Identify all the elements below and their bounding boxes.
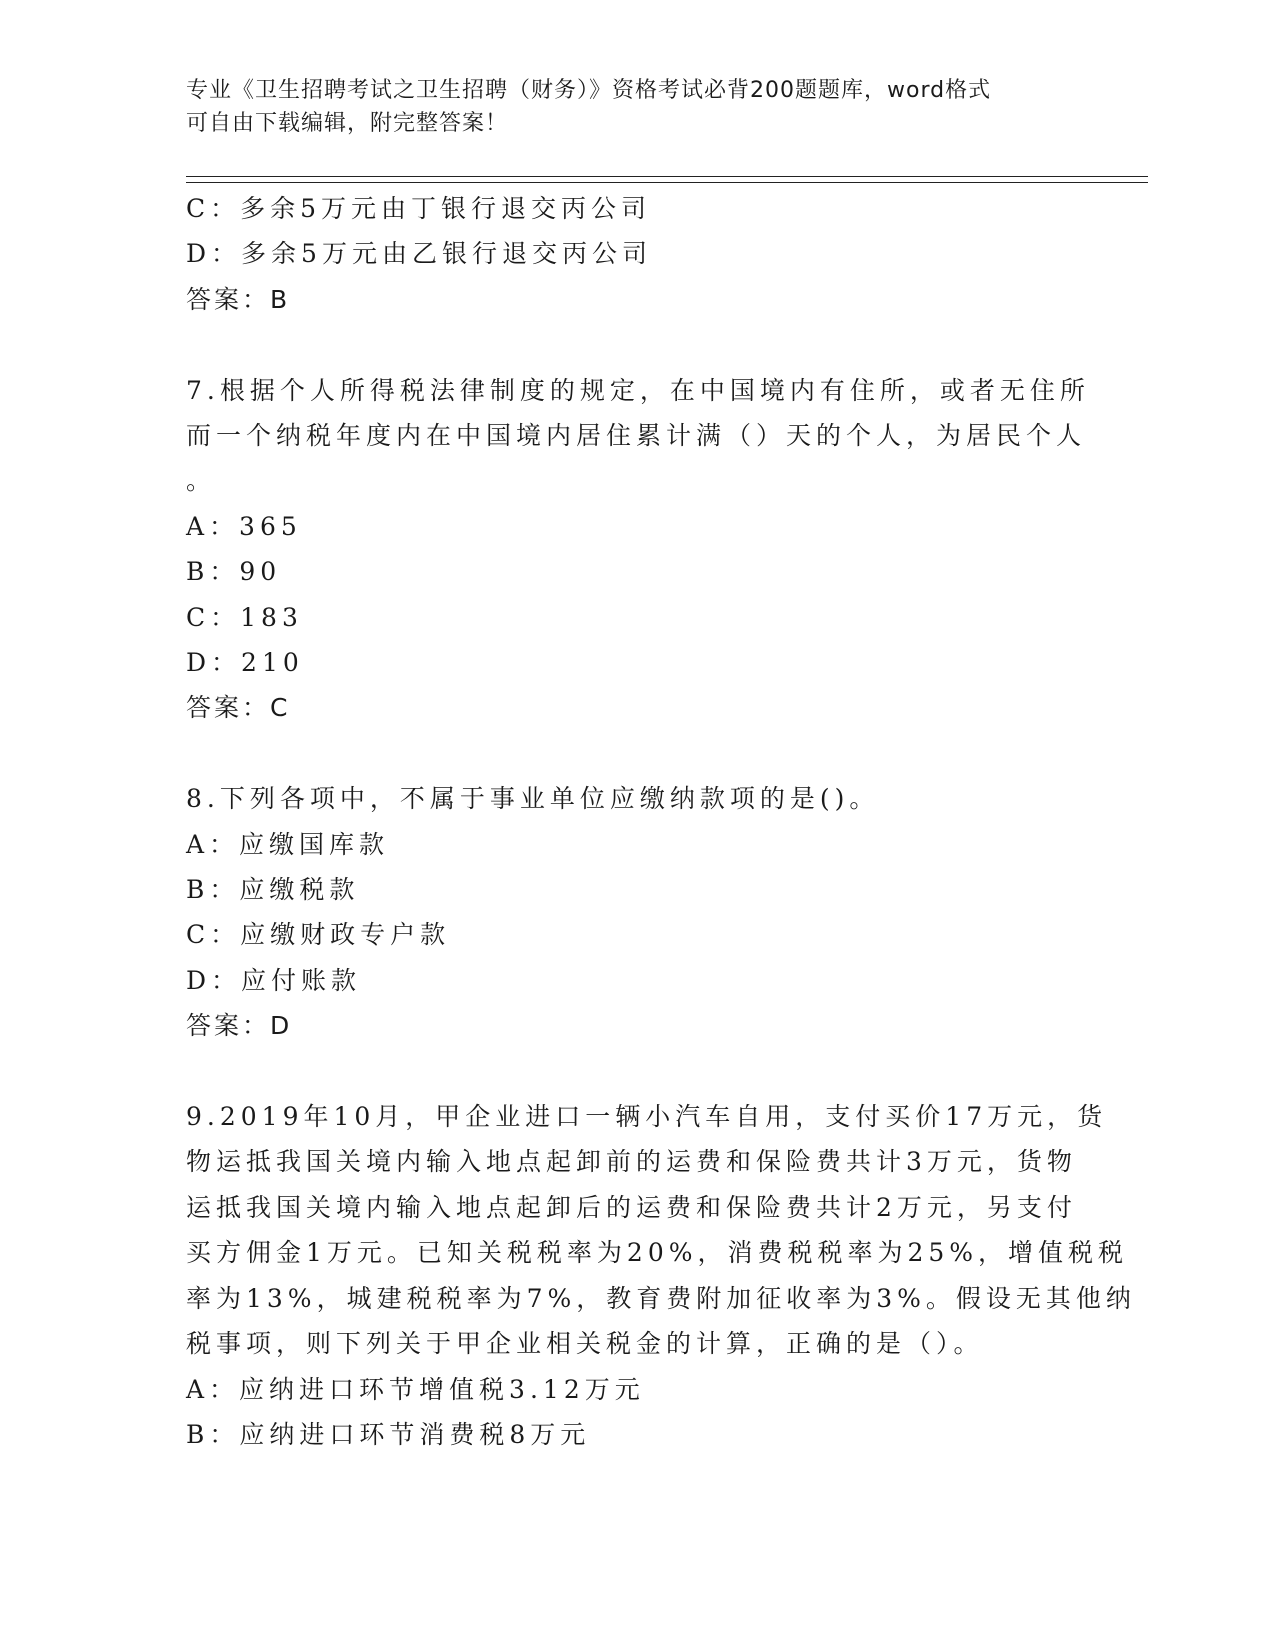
question-stem-line: 买方佣金1万元。已知关税税率为20%，消费税税率为25%，增值税税 bbox=[186, 1238, 1129, 1268]
option-b: B：应缴税款 bbox=[186, 875, 360, 905]
option-a: A：365 bbox=[186, 511, 302, 541]
question-stem-line: 物运抵我国关境内输入地点起卸前的运费和保险费共计3万元，货物 bbox=[186, 1147, 1077, 1177]
spacer bbox=[186, 322, 1076, 367]
option-c: C：多余5万元由丁银行退交丙公司 bbox=[186, 194, 652, 223]
question-stem-line: 8.下列各项中，不属于事业单位应缴纳款项的是()。 bbox=[186, 784, 880, 814]
option-d: D：应付账款 bbox=[186, 965, 362, 995]
option-c: C：183 bbox=[186, 602, 303, 632]
header-divider-bottom bbox=[186, 182, 1148, 183]
question-8 bbox=[186, 776, 1076, 1048]
header-title-line-1: 专业《卫生招聘考试之卫生招聘（财务）》资格考试必背200题题库，word格式 bbox=[186, 78, 992, 103]
question-7 bbox=[186, 368, 1090, 731]
question-6-tail bbox=[186, 186, 1076, 322]
option-a: A：应缴国库款 bbox=[186, 829, 390, 859]
spacer bbox=[186, 731, 1076, 776]
question-stem-line: 。 bbox=[186, 466, 217, 496]
question-stem-line: 运抵我国关境内输入地点起卸后的运费和保险费共计2万元，另支付 bbox=[186, 1192, 1077, 1222]
option-b: B：应纳进口环节消费税8万元 bbox=[186, 1419, 591, 1449]
option-a: A：应纳进口环节增值税3.12万元 bbox=[186, 1374, 645, 1404]
header-divider-top bbox=[186, 176, 1148, 177]
question-stem-line: 税事项，则下列关于甲企业相关税金的计算，正确的是（）。 bbox=[186, 1329, 984, 1359]
question-9 bbox=[186, 1094, 1136, 1457]
option-c: C：应缴财政专户款 bbox=[186, 920, 451, 950]
question-stem-line: 7.根据个人所得税法律制度的规定，在中国境内有住所，或者无住所 bbox=[186, 375, 1090, 405]
question-content bbox=[186, 186, 1136, 1457]
page-header bbox=[186, 74, 1066, 140]
question-stem-line: 9.2019年10月，甲企业进口一辆小汽车自用，支付买价17万元，货 bbox=[186, 1102, 1108, 1132]
answer-label: 答案：D bbox=[186, 1011, 293, 1041]
option-d: D：210 bbox=[186, 648, 304, 678]
header-title-line-2: 可自由下载编辑，附完整答案！ bbox=[186, 111, 509, 136]
question-stem-line: 率为13%，城建税税率为7%，教育费附加征收率为3%。假设无其他纳 bbox=[186, 1283, 1136, 1313]
spacer bbox=[186, 1049, 1076, 1094]
question-stem-line: 而一个纳税年度内在中国境内居住累计满（）天的个人，为居民个人 bbox=[186, 421, 1087, 451]
answer-label: 答案：B bbox=[186, 284, 291, 314]
option-d: D：多余5万元由乙银行退交丙公司 bbox=[186, 239, 652, 269]
answer-label: 答案：C bbox=[186, 693, 291, 723]
option-b: B：90 bbox=[186, 557, 282, 587]
